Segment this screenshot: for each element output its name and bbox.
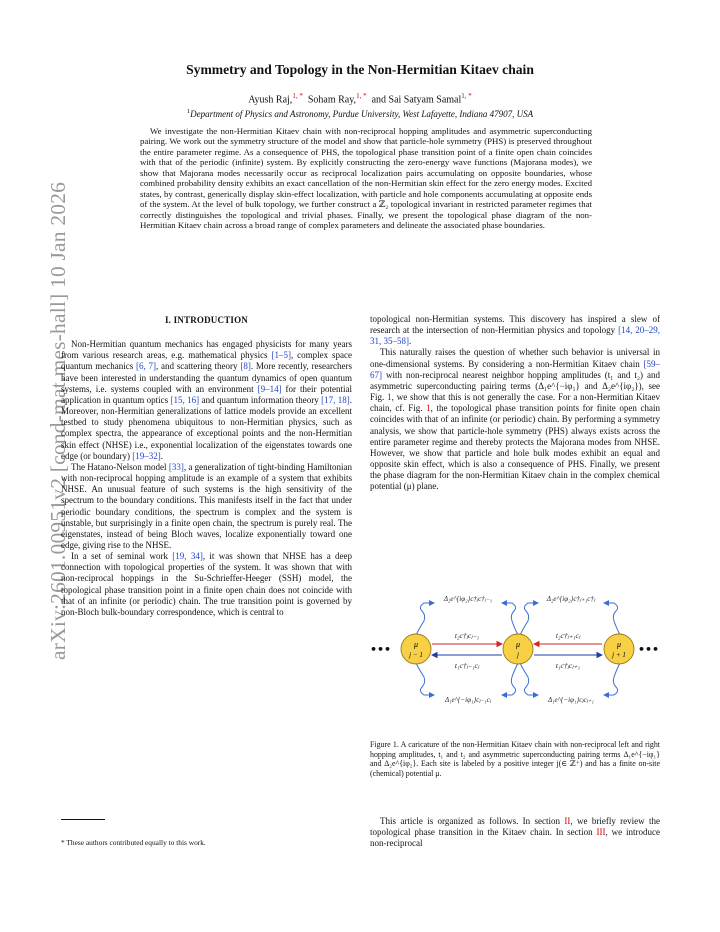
site-potential: μ bbox=[616, 640, 622, 649]
author-name: Ayush Raj, bbox=[248, 94, 293, 106]
right-column bbox=[370, 314, 660, 493]
site-node bbox=[604, 634, 634, 664]
text-run: . Moreover, non-Hermitian generalizations of lattice models provide an excellent testbed to study phenomena ubiquitous to non-Hermitian physics, such as complex spectra, the appearance of exceptional points and the non-Hermitian skin effect (NHSE) i.e., exponential localization of the eigenstates towards one edge (or boundary) bbox=[61, 394, 352, 461]
pairing-label: Δ₁e^{−iφ₁}cⱼcⱼ₊₁ bbox=[548, 696, 594, 704]
text-run: . More recently, researchers have been interested in understanding the quantum dynamics of open quantum systems, i.e. systems coupled with an environment bbox=[61, 361, 352, 394]
text-run: The Hatano-Nelson model bbox=[71, 461, 169, 472]
citation-link[interactable]: [17, 18] bbox=[321, 394, 350, 405]
citation-link[interactable]: [9–14] bbox=[257, 383, 282, 394]
arxiv-identifier bbox=[14, 180, 70, 660]
citation-link[interactable]: [33] bbox=[168, 461, 184, 472]
section-heading: I. INTRODUCTION bbox=[164, 315, 248, 325]
pairing-wave-bottom-mid2 bbox=[520, 663, 538, 695]
site-potential: μ bbox=[413, 640, 419, 649]
text-run: , it was shown that NHSE has a deep connection with topological properties of the system. It was shown that with non-reciprocal hoppings in the Su-Schrieffer-Heeger (SSH) model, the topological phase transition point in a finite open chain does not coincide with that of an infinite (or periodic) chain. The true transition point is governed by non-Bloch bulk-boundary correspondence, which is central to bbox=[61, 551, 352, 617]
citation-link[interactable]: [19–32] bbox=[132, 450, 161, 461]
author-list bbox=[0, 92, 720, 105]
author-name: Soham Ray, bbox=[307, 94, 357, 106]
pairing-wave-bottom-right bbox=[604, 663, 620, 695]
hop-label: t₁c†ⱼcⱼ₊₁ bbox=[555, 661, 581, 670]
citation-link[interactable]: [15, 16] bbox=[170, 394, 200, 405]
kitaev-chain-figure bbox=[368, 588, 666, 706]
author-mark: 1, * bbox=[356, 92, 367, 100]
text-run: . bbox=[409, 336, 412, 347]
pairing-wave-bottom-left bbox=[416, 663, 434, 695]
text-run: This article is organized as follows. In section bbox=[380, 816, 565, 826]
chain-ellipsis-right: ••• bbox=[638, 643, 660, 656]
text-run: Non-Hermitian quantum mechanics has engaged physicists for many years from various research areas, e.g. mathematical physics bbox=[61, 339, 352, 361]
text-run: This naturally raises the question of whether such behavior is universal in one-dimensional systems. By considering a non-Hermitian Kitaev chain bbox=[370, 347, 660, 369]
author-name: and Sai Satyam Samal bbox=[371, 94, 462, 106]
site-node bbox=[503, 634, 533, 664]
pairing-wave-bottom-mid bbox=[502, 663, 518, 695]
citation-link[interactable]: [14, 20–29, 31, 35–58] bbox=[370, 325, 660, 347]
text-run: , and scattering theory bbox=[156, 361, 241, 372]
author-mark: 1, * bbox=[461, 92, 472, 100]
chain-ellipsis-left: ••• bbox=[370, 643, 392, 656]
pairing-label: Δ₂e^{iφ₂}c†ⱼc†ⱼ₋₁ bbox=[443, 595, 493, 603]
hop-label: t₁c†ⱼ₋₁cⱼ bbox=[454, 661, 480, 670]
intro-paragraph-1 bbox=[61, 339, 352, 462]
intro-paragraph-continued bbox=[370, 314, 660, 347]
citation-link[interactable]: [6, 7] bbox=[136, 361, 157, 372]
left-column bbox=[61, 315, 352, 618]
text-run: In a set of seminal work bbox=[71, 551, 173, 562]
text-run: , we introduce non-reciprocal bbox=[370, 827, 661, 849]
citation-link[interactable]: [8] bbox=[240, 361, 251, 372]
text-run: , a generalization of tight-binding Hamiltonian with non-reciprocal hopping amplitude is an example of a system that exhibits NHSE. An unusual feature of such systems is the high sensitivity of the spectrum to the boundary conditions. This manifests itself in the fact that under periodic boundary conditions, the spectrum is complex and the system is unstable, but surprisingly in a finite open chain, the spectrum is purely real. The eigenstates, instead of being Bloch waves, localize exponentially toward one edge, giving rise to the NHSE. bbox=[61, 461, 352, 550]
text-run: for their potential application in quantum optics bbox=[61, 383, 352, 405]
section-ref-link[interactable]: II bbox=[564, 816, 571, 826]
pairing-wave-top-right bbox=[604, 603, 620, 635]
footnote-divider bbox=[61, 819, 105, 820]
pairing-label: Δ₁e^{−iφ₁}cⱼ₋₁cⱼ bbox=[445, 696, 491, 704]
text-run: , complex space quantum mechanics bbox=[61, 350, 352, 372]
affiliation-text: Department of Physics and Astronomy, Purdue University, West Lafayette, Indiana 47907, USA bbox=[190, 109, 534, 119]
citation-link[interactable]: [59–67] bbox=[370, 358, 660, 380]
section-ref-link[interactable]: III bbox=[596, 827, 606, 838]
text-run: , the topological phase transition points for finite open chain coincides with that of an infinite (or periodic) chain. By performing a symmetry analysis, we show that particle-hole symmetry (PHS) always exists across the entire parameter regime and thereby protects the Majorana modes from NHSE. However, we show that particle and hole bulk modes exhibit an equal and opposite skin effect, which is also a consequence of PHS. Finally, we present the phase diagram for the non-Hermitian Kitaev chain in the complex chemical potential (μ) plane. bbox=[370, 403, 660, 492]
citation-link[interactable]: [1–5] bbox=[271, 350, 291, 361]
hop-label: t₂c†ⱼcⱼ₋₁ bbox=[454, 631, 480, 640]
site-node bbox=[401, 634, 431, 664]
citation-link[interactable]: [19, 34] bbox=[172, 551, 203, 562]
text-run: and quantum information theory bbox=[199, 394, 322, 405]
site-index: j + 1 bbox=[612, 651, 626, 659]
affiliation-mark: 1 bbox=[186, 108, 191, 115]
text-run: topological non-Hermitian systems. This discovery has inspired a slew of research at the intersection of non-Hermitian physics and topology bbox=[370, 314, 660, 336]
footnote: * These authors contributed equally to this work. bbox=[61, 838, 206, 847]
paper-title: Symmetry and Topology in the Non-Hermitian Kitaev chain bbox=[186, 62, 534, 77]
author-mark: 1, * bbox=[292, 92, 303, 100]
intro-paragraph-3 bbox=[61, 551, 352, 618]
intro-paragraph-5 bbox=[370, 816, 660, 849]
site-potential: μ bbox=[515, 640, 521, 649]
text-run: with non-reciprocal nearest neighbor hopping amplitudes (t₁ and t₂) and asymmetric superconducting pairing terms (Δ₁e^{−iφ₁} and Δ₂e^{iφ₂}), see Fig. bbox=[370, 369, 660, 403]
pairing-label: Δ₂e^{iφ₂}c†ⱼ₊₁c†ⱼ bbox=[546, 595, 596, 603]
affiliation bbox=[0, 108, 720, 119]
text-run: . bbox=[160, 450, 163, 461]
pairing-wave-top-left bbox=[416, 603, 434, 635]
intro-paragraph-4 bbox=[370, 347, 660, 492]
figure-ref-link[interactable]: 1 bbox=[426, 403, 431, 414]
site-index: j bbox=[517, 651, 519, 659]
intro-paragraph-2 bbox=[61, 462, 352, 551]
text-run: , we show that this is not generally the case. For a non-Hermitian Kitaev chain, cf. Fig. bbox=[370, 392, 660, 414]
abstract: We investigate the non-Hermitian Kitaev chain with non-reciprocal hopping amplitudes and asymmetric superconducting pairing. We work out the symmetry structure of the model and show that particle-hole symmetry (PHS) is preserved throughout the entire parameter regime. As a consequence of PHS, the topological phase transition point of a finite open chain coincides with that of the periodic (infinite) system. By explicitly constructing the zero-energy wave functions (Majorana modes), we show that Majorana modes necessarily occur as reciprocal localization pairs accumulating on opposite boundaries, whose combined probability density exhibits an exact cancellation of the non-Hermitian skin effect for the zero energy modes. Excited states, by contrast, generically display skin-effect localization, with particle and hole components accumulating at opposite ends of the system. At the level of bulk topology, we further construct a ℤ₂ topological invariant in restricted parameter regimes that correctly distinguishes the topological and trivial phases. Finally, we present the topological phase diagram of the non-Hermitian Kitaev chain across a broad range of complex parameters and delineate the associated phase boundaries. bbox=[140, 126, 592, 231]
arxiv-identifier-text: arXiv:2601.00951v2 [cond-mat.mes-hall] 10 Jan 2026 bbox=[46, 181, 70, 660]
figure-caption: Figure 1. A caricature of the non-Hermitian Kitaev chain with non-reciprocal left and right hopping amplitudes, t₁ and t₂ and asymmetric superconducting pairing terms Δ₁e^{−iφ₁} and Δ₂e^{iφ₂}. Each site is labeled by a positive integer j(∈ ℤ⁺) and has a finite on-site (chemical) potential μ. bbox=[370, 740, 660, 778]
text-run: , we briefly review the topological phase transition in the Kitaev chain. In section bbox=[370, 816, 661, 838]
pairing-wave-top-mid bbox=[502, 603, 518, 635]
figure-ref-link[interactable]: 1 bbox=[387, 392, 392, 403]
pairing-wave-top-mid2 bbox=[520, 603, 538, 635]
site-index: j − 1 bbox=[409, 651, 423, 659]
hop-label: t₂c†ⱼ₊₁cⱼ bbox=[555, 631, 581, 640]
